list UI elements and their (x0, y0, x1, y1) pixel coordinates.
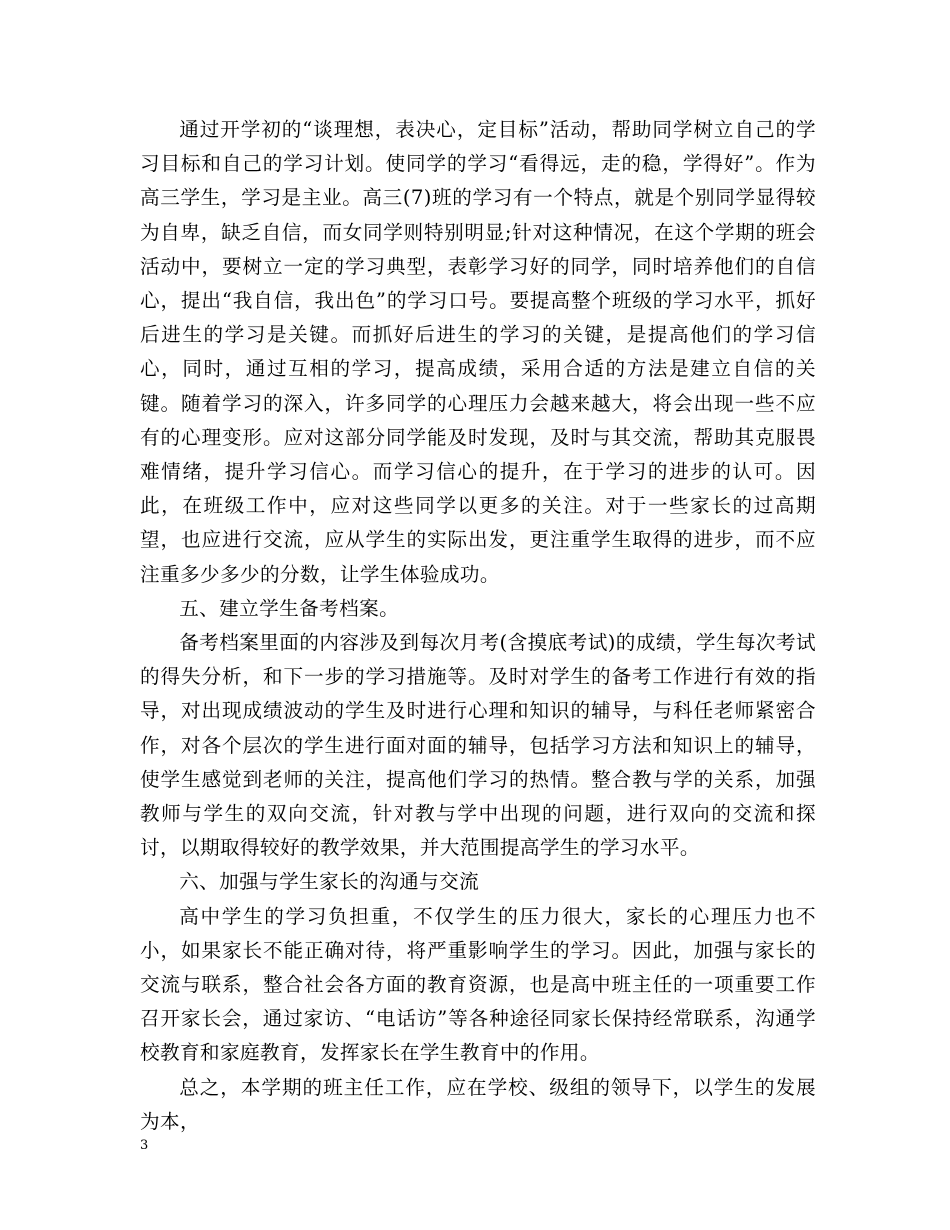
document-body (140, 113, 816, 1139)
paragraph-conclusion: 总之，本学期的班主任工作，应在学校、级组的领导下，以学生的发展为本， (140, 1075, 816, 1133)
page-number: 3 (140, 1138, 149, 1153)
paragraph-exam-records: 备考档案里面的内容涉及到每次月考(含摸底考试)的成绩，学生每次考试的得失分析，和下一步的学习措施等。及时对学生的备考工作进行有效的指导，对出现成绩波动的学生及时进行心理和知识的辅导，与科任老师紧密合作，对各个层次的学生进行面对面的辅导，包括学习方法和知识上的辅导，使学生感觉到老师的关注，提高他们学习的热情。整合教与学的关系，加强教师与学生的双向交流，针对教与学中出现的问题，进行双向的交流和探讨，以期取得较好的教学效果，并大范围提高学生的学习水平。 (140, 631, 816, 860)
paragraph-study-goals: 通过开学初的“谈理想，表决心，定目标”活动，帮助同学树立自己的学习目标和自己的学习计划。使同学的学习“看得远，走的稳，学得好”。作为高三学生，学习是主业。高三(7)班的学习有一个特点，就是个别同学显得较为自卑，缺乏自信，而女同学则特别明显;针对这种情况，在这个学期的班会活动中，要树立一定的学习典型，表彰学习好的同学，同时培养他们的自信心，提出“我自信，我出色”的学习口号。要提高整个班级的学习水平，抓好后进生的学习是关键。而抓好后进生的学习的关键，是提高他们的学习信心，同时，通过互相的学习，提高成绩，采用合适的方法是建立自信的关键。随着学习的深入，许多同学的心理压力会越来越大，将会出现一些不应有的心理变形。应对这部分同学能及时发现，及时与其交流，帮助其克服畏难情绪，提升学习信心。而学习信心的提升，在于学习的进步的认可。因此，在班级工作中，应对这些同学以更多的关注。对于一些家长的过高期望，也应进行交流，应从学生的实际出发，更注重学生取得的进步，而不应注重多少多少的分数，让学生体验成功。 (140, 118, 816, 586)
heading-section-six: 六、加强与学生家长的沟通与交流 (179, 870, 480, 894)
heading-section-five: 五、建立学生备考档案。 (179, 596, 400, 620)
paragraph-parent-communication: 高中学生的学习负担重，不仅学生的压力很大，家长的心理压力也不小，如果家长不能正确对待，将严重影响学生的学习。因此，加强与家长的交流与联系，整合社会各方面的教育资源，也是高中班主任的一项重要工作召开家长会，通过家访、“电话访”等各种途径同家长保持经常联系，沟通学校教育和家庭教育，发挥家长在学生教育中的作用。 (140, 904, 816, 1065)
